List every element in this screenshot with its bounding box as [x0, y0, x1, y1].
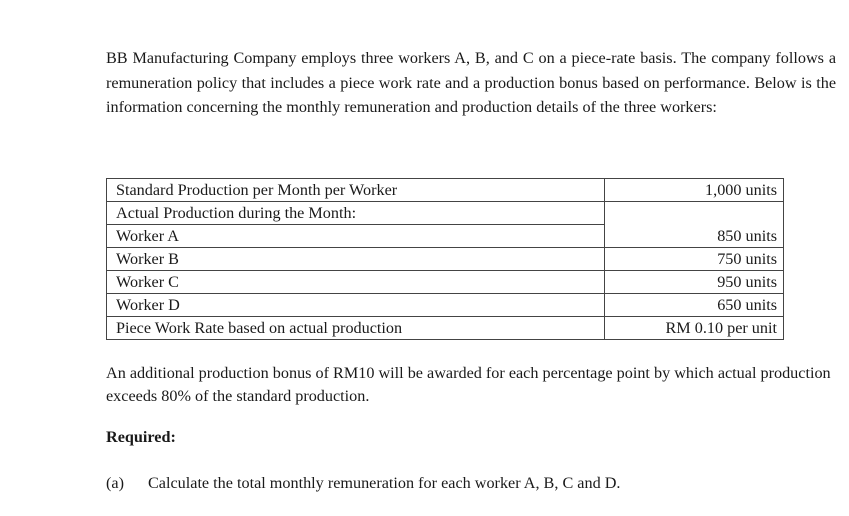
row-value — [605, 202, 784, 225]
production-table — [106, 178, 784, 340]
row-label: Worker D — [107, 294, 605, 317]
row-value: 1,000 units — [605, 179, 784, 202]
table-row — [107, 248, 784, 271]
table-row — [107, 179, 784, 202]
question-a — [106, 474, 620, 493]
row-label: Standard Production per Month per Worker — [107, 179, 605, 202]
bonus-paragraph: An additional production bonus of RM10 will be awarded for each percentage point by which actual production exceeds 80% of the standard production. — [106, 364, 831, 405]
table-row — [107, 202, 784, 225]
row-value: RM 0.10 per unit — [605, 317, 784, 340]
table-row — [107, 294, 784, 317]
question-text: Calculate the total monthly remuneration for each worker A, B, C and D. — [148, 474, 621, 492]
question-label: (a) — [106, 474, 124, 492]
intro-paragraph: BB Manufacturing Company employs three workers A, B, and C on a piece-rate basis. The company follows a remuneration policy that includes a piece work rate and a production bonus based on performance. Below is the information concerning the monthly remuneration and production details of the three workers: — [106, 49, 836, 116]
row-label: Worker C — [107, 271, 605, 294]
row-value: 950 units — [605, 271, 784, 294]
required-heading: Required: — [106, 428, 176, 446]
table-row — [107, 225, 784, 248]
row-label: Actual Production during the Month: — [107, 202, 605, 225]
row-label: Worker A — [107, 225, 605, 248]
table-row — [107, 317, 784, 340]
row-value: 750 units — [605, 248, 784, 271]
row-value: 850 units — [605, 225, 784, 248]
table-row — [107, 271, 784, 294]
row-label: Piece Work Rate based on actual production — [107, 317, 605, 340]
row-label: Worker B — [107, 248, 605, 271]
row-value: 650 units — [605, 294, 784, 317]
